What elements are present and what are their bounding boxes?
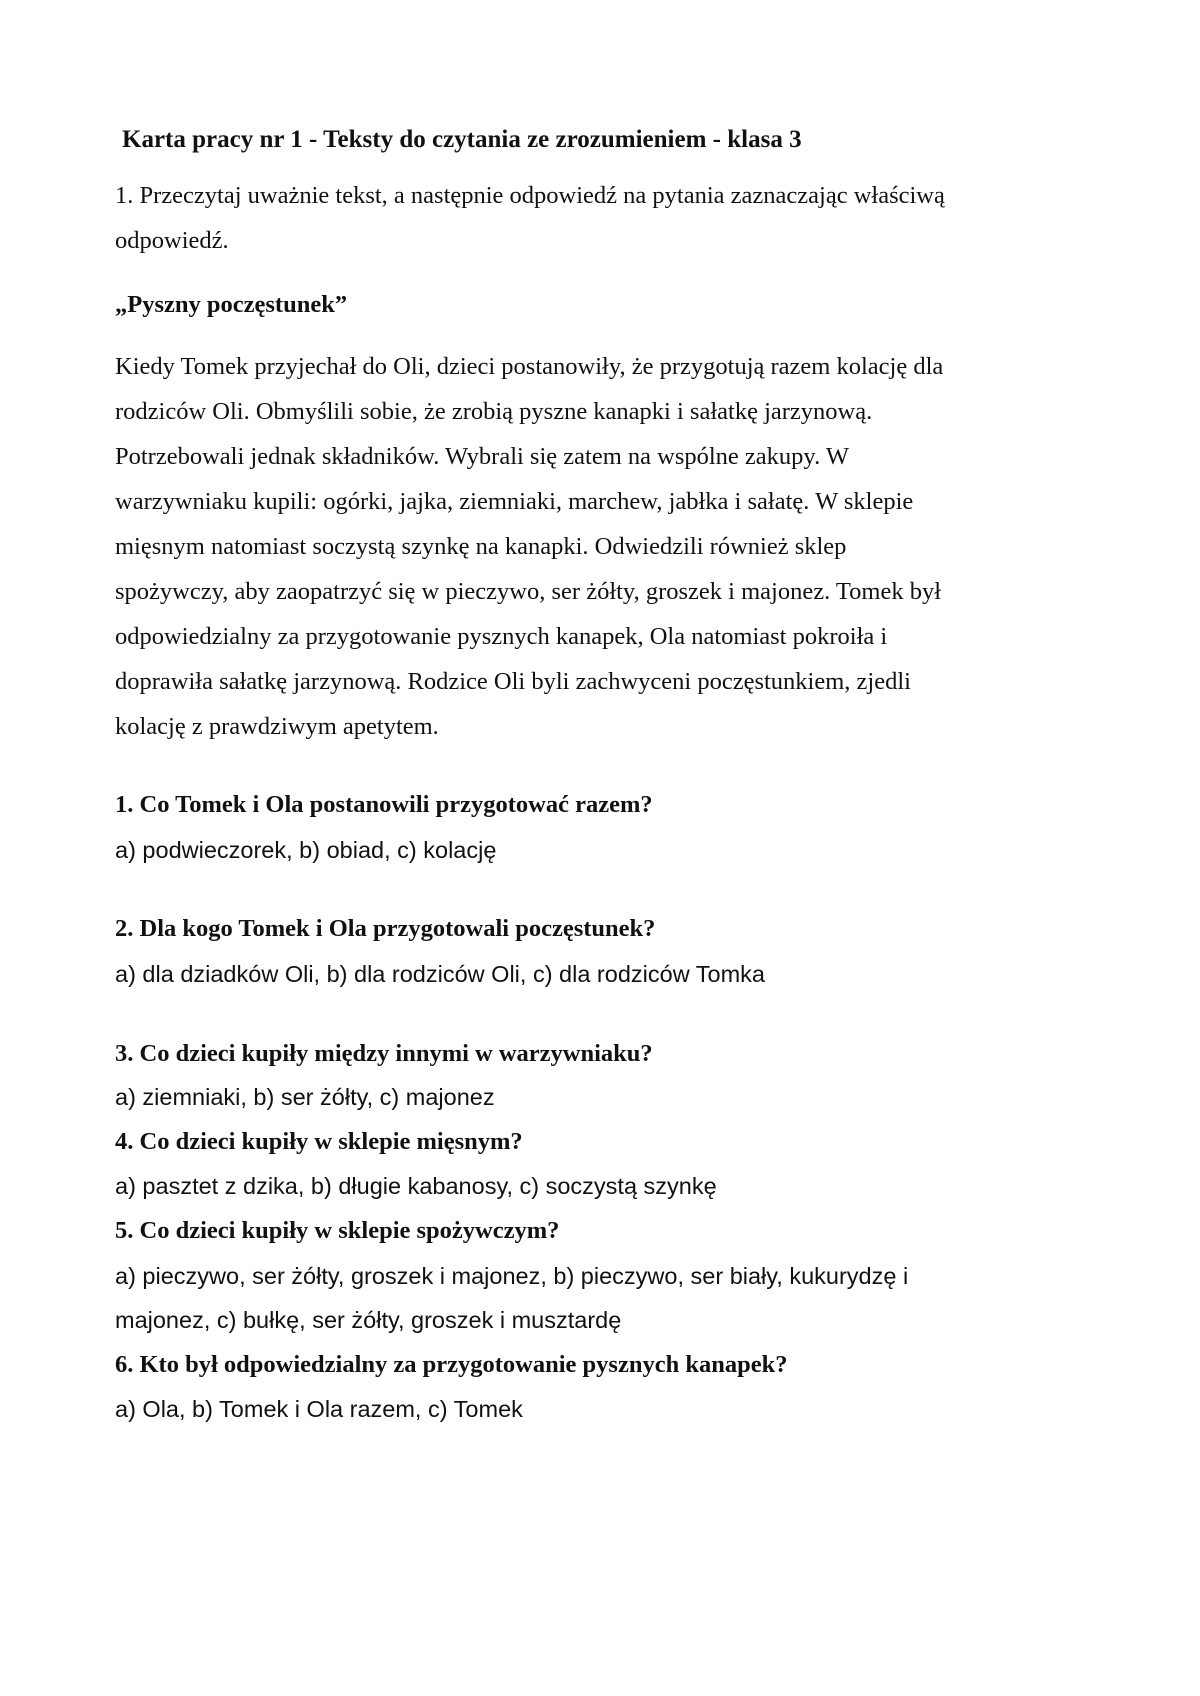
question-6: 6. Kto był odpowiedzialny za przygotowanie pysznych kanapek? [115, 1351, 788, 1378]
question-2: 2. Dla kogo Tomek i Ola przygotowali poczęstunek? [115, 915, 656, 942]
story-line-5: mięsnym natomiast soczystą szynkę na kanapki. Odwiedzili również sklep [115, 533, 847, 560]
answers-5-line-1: a) pieczywo, ser żółty, groszek i majonez, b) pieczywo, ser biały, kukurydzę i [115, 1263, 909, 1289]
answers-5-line-2: majonez, c) bułkę, ser żółty, groszek i musztardę [115, 1307, 622, 1333]
story-line-7: odpowiedzialny za przygotowanie pysznych kanapek, Ola natomiast pokroiła i [115, 623, 888, 650]
story-line-1: Kiedy Tomek przyjechał do Oli, dzieci postanowiły, że przygotują razem kolację dla [115, 353, 944, 380]
question-4: 4. Co dzieci kupiły w sklepie mięsnym? [115, 1128, 523, 1155]
answers-2: a) dla dziadków Oli, b) dla rodziców Oli, c) dla rodziców Tomka [115, 961, 765, 987]
answers-1: a) podwieczorek, b) obiad, c) kolację [115, 837, 497, 863]
story-line-2: rodziców Oli. Obmyślili sobie, że zrobią pyszne kanapki i sałatkę jarzynową. [115, 398, 873, 425]
story-line-3: Potrzebowali jednak składników. Wybrali się zatem na wspólne zakupy. W [115, 443, 850, 470]
story-title: „Pyszny poczęstunek” [115, 291, 348, 318]
instruction-line-2: odpowiedź. [115, 227, 229, 254]
story-line-8: doprawiła sałatkę jarzynową. Rodzice Oli byli zachwyceni poczęstunkiem, zjedli [115, 668, 911, 695]
question-3: 3. Co dzieci kupiły między innymi w warzywniaku? [115, 1040, 653, 1067]
question-5: 5. Co dzieci kupiły w sklepie spożywczym? [115, 1217, 560, 1244]
story-line-4: warzywniaku kupili: ogórki, jajka, ziemniaki, marchew, jabłka i sałatę. W sklepie [115, 488, 914, 515]
story-line-9: kolację z prawdziwym apetytem. [115, 713, 439, 740]
story-line-6: spożywczy, aby zaopatrzyć się w pieczywo, ser żółty, groszek i majonez. Tomek był [115, 578, 942, 605]
answers-4: a) pasztet z dzika, b) długie kabanosy, c) soczystą szynkę [115, 1173, 717, 1199]
answers-3: a) ziemniaki, b) ser żółty, c) majonez [115, 1084, 495, 1110]
answers-6: a) Ola, b) Tomek i Ola razem, c) Tomek [115, 1396, 523, 1422]
instruction-line-1: 1. Przeczytaj uważnie tekst, a następnie odpowiedź na pytania zaznaczając właściwą [115, 182, 945, 209]
worksheet-title: Karta pracy nr 1 - Teksty do czytania ze zrozumieniem - klasa 3 [122, 126, 802, 153]
question-1: 1. Co Tomek i Ola postanowili przygotować razem? [115, 791, 653, 818]
